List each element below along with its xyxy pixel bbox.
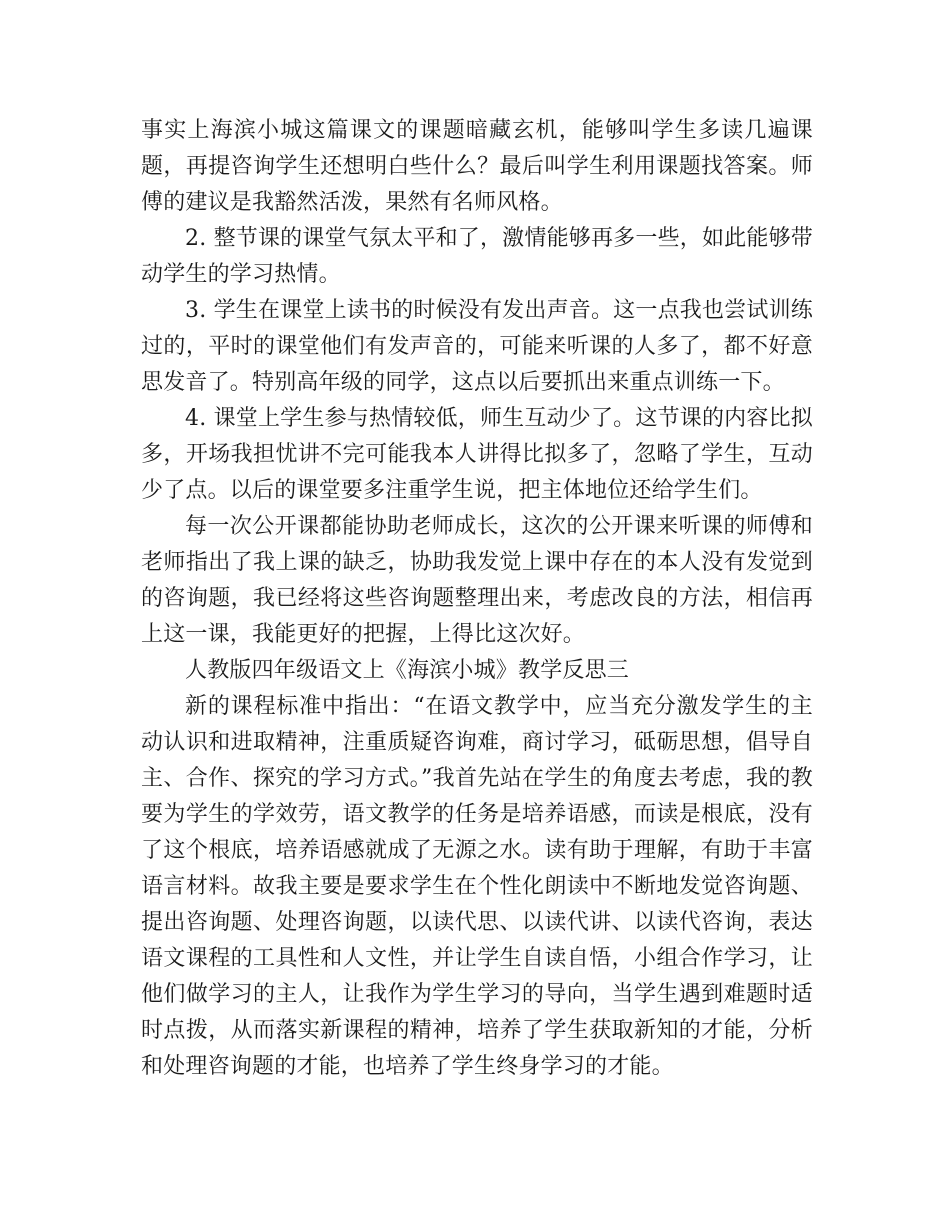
paragraph-intro-continuation: 事实上海滨小城这篇课文的课题暗藏玄机，能够叫学生多读几遍课题，再提咨询学生还想明白些什么？最后叫学生利用课题找答案。师傅的建议是我豁然活泼，果然有名师风格。 (141, 118, 813, 215)
paragraph-reflection-three: 新的课程标准中指出：“在语文教学中，应当充分激发学生的主动认识和进取精神，注重质疑咨询难，商讨学习，砥砺思想，倡导自主、合作、探究的学习方式。”我首先站在学生的角度去考虑，我的教要为学生的学效劳，语文教学的任务是培养语感，而读是根底，没有了这个根底，培养语感就成了无源之水。读有助于理解，有助于丰富语言材料。故我主要是要求学生在个性化朗读中不断地发觉咨询题、提出咨询题、处理咨询题，以读代思、以读代讲、以读代咨询，表达语文课程的工具性和人文性，并让学生自读自悟，小组合作学习，让他们做学习的主人，让我作为学生学习的导向，当学生遇到难题时适时点拨，从而落实新课程的精神，培养了学生获取新知的才能，分析和处理咨询题的才能，也培养了学生终身学习的才能。 (141, 694, 813, 1079)
paragraph-summary: 每一次公开课都能协助老师成长，这次的公开课来听课的师傅和老师指出了我上课的缺乏，协助我发觉上课中存在的本人没有发觉到的咨询题，我已经将这些咨询题整理出来，考虑改良的方法，相信再上这一课，我能更好的把握，上得比这次好。 (141, 514, 813, 647)
document-body (141, 113, 813, 1085)
paragraph-point-4: 4. 课堂上学生参与热情较低，师生互动少了。这节课的内容比拟多，开场我担忧讲不完可能我本人讲得比拟多了，忽略了学生，互动少了点。以后的课堂要多注重学生说，把主体地位还给学生们。 (141, 406, 813, 503)
paragraph-point-3: 3. 学生在课堂上读书的时候没有发出声音。这一点我也尝试训练过的，平时的课堂他们有发声音的，可能来听课的人多了，都不好意思发音了。特别高年级的同学，这点以后要抓出来重点训练一下。 (141, 298, 813, 395)
paragraph-point-2: 2. 整节课的课堂气氛太平和了，激情能够再多一些，如此能够带动学生的学习热情。 (141, 226, 813, 287)
section-heading: 人教版四年级语文上《海滨小城》教学反思三 (185, 658, 630, 683)
